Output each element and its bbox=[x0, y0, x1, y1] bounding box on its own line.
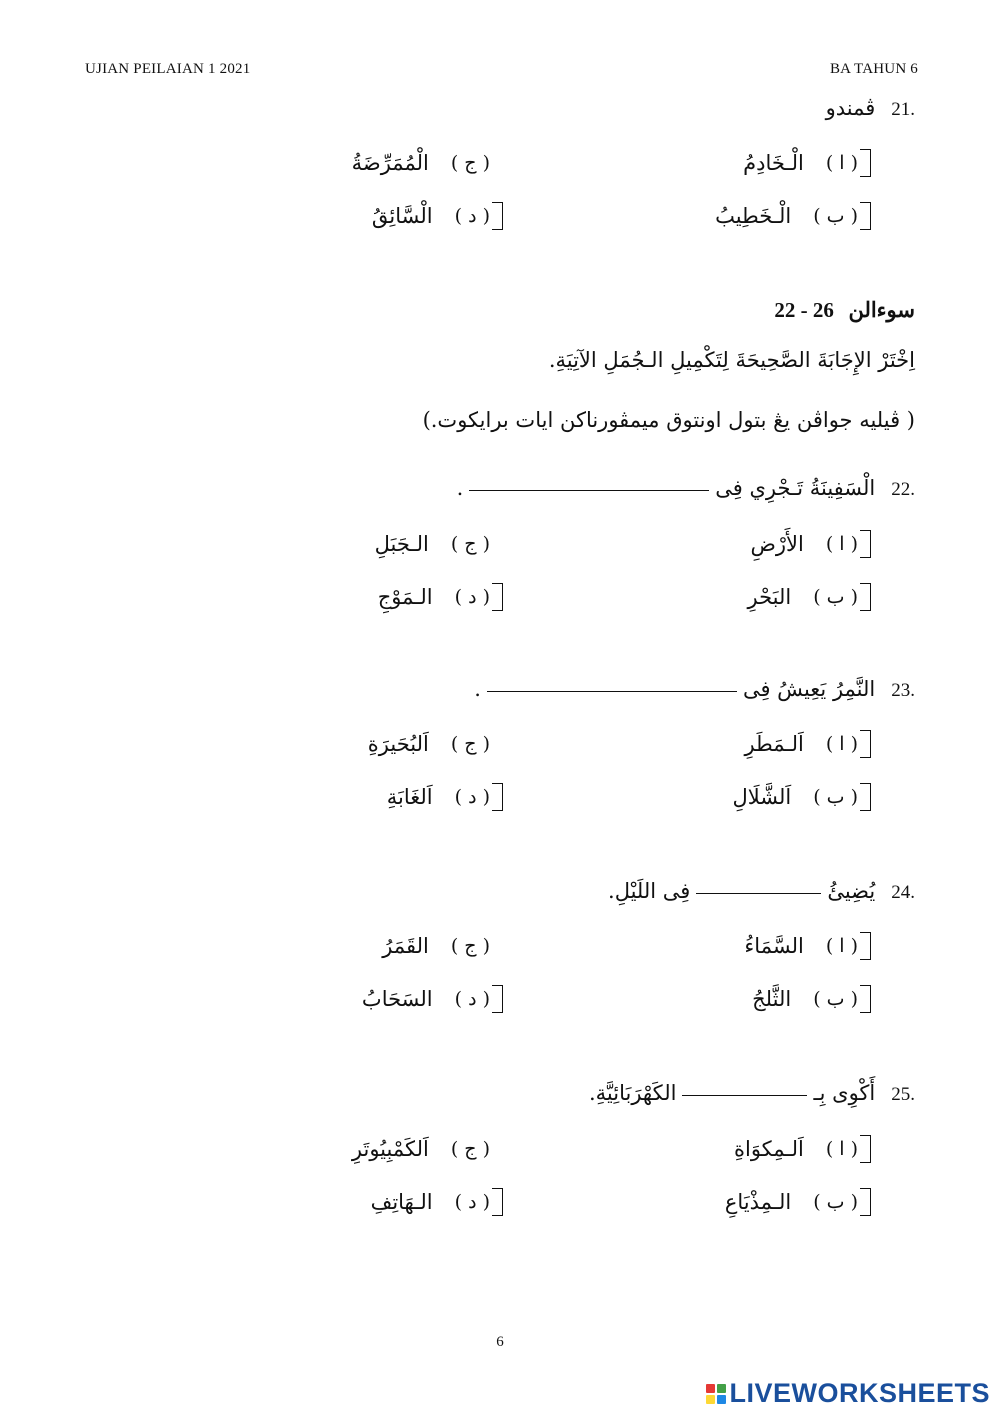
logo-text: LIVEWORKSHEETS bbox=[729, 1378, 990, 1408]
option-text: اَلبُحَيرَةِ bbox=[367, 732, 429, 756]
question-number: 25. bbox=[891, 1084, 915, 1105]
option-text: الْـخَطِيبُ bbox=[715, 204, 792, 228]
option-25-b[interactable] bbox=[725, 1188, 871, 1216]
option-24-d[interactable] bbox=[362, 985, 503, 1013]
answer-blank bbox=[682, 1094, 807, 1096]
answer-box[interactable] bbox=[860, 1188, 871, 1216]
question-text-before: أَكْوِى بِـ bbox=[813, 1081, 876, 1105]
instruction-jawi: ( ڤيليه جواڤن يڠ بتول اونتوق ميمڤورناكن ايات برايكوت.) bbox=[422, 408, 915, 432]
option-21-c[interactable] bbox=[352, 149, 503, 177]
answer-box[interactable] bbox=[492, 202, 503, 230]
option-24-c[interactable] bbox=[382, 932, 503, 960]
option-23-d[interactable] bbox=[387, 783, 503, 811]
logo-square bbox=[706, 1384, 715, 1393]
question-text-after: الكَهْرَبَائِيَّةِ. bbox=[588, 1081, 677, 1105]
question-23 bbox=[474, 677, 915, 702]
question-24 bbox=[608, 879, 915, 904]
header-right: BA TAHUN 6 bbox=[829, 61, 918, 77]
option-label: ( ج ) bbox=[450, 935, 490, 957]
question-text-before: النَّمِرُ يَعِيشُ فِى bbox=[742, 677, 876, 701]
option-label: ( د ) bbox=[454, 205, 490, 227]
question-text-before: الْسَفِينَةُ تَـجْرِي فِى bbox=[715, 476, 876, 500]
answer-box[interactable] bbox=[492, 1188, 503, 1216]
question-number: 24. bbox=[891, 882, 915, 903]
page-number: 6 bbox=[496, 1334, 504, 1350]
option-label: ( ج ) bbox=[450, 533, 490, 555]
option-label: ( د ) bbox=[454, 586, 490, 608]
question-text-after: فِى اللَيْلِ. bbox=[608, 879, 691, 903]
answer-box[interactable] bbox=[860, 730, 871, 758]
answer-box[interactable] bbox=[492, 583, 503, 611]
question-text: ڤمندو bbox=[825, 96, 876, 120]
liveworksheets-logo[interactable] bbox=[706, 1378, 990, 1409]
answer-box[interactable] bbox=[860, 1135, 871, 1163]
logo-icon bbox=[706, 1384, 726, 1404]
answer-box[interactable] bbox=[860, 783, 871, 811]
option-text: الْسَّائِقُ bbox=[371, 204, 433, 228]
option-text: البَحْرِ bbox=[747, 585, 792, 609]
answer-box[interactable] bbox=[860, 149, 871, 177]
question-25 bbox=[589, 1081, 915, 1106]
option-22-d[interactable] bbox=[378, 583, 503, 611]
question-22 bbox=[457, 476, 915, 501]
option-label: ( د ) bbox=[454, 1191, 490, 1213]
question-21 bbox=[826, 96, 915, 121]
option-text: الْـخَادِمُ bbox=[743, 151, 804, 175]
option-24-b[interactable] bbox=[752, 985, 871, 1013]
option-label: ( ا ) bbox=[825, 533, 858, 555]
option-24-a[interactable] bbox=[744, 932, 871, 960]
option-text: القَمَرُ bbox=[382, 934, 429, 958]
header-left: UJIAN PEILAIAN 1 2021 bbox=[85, 61, 251, 77]
option-21-d[interactable] bbox=[372, 202, 503, 230]
answer-box[interactable] bbox=[492, 783, 503, 811]
option-25-d[interactable] bbox=[371, 1188, 503, 1216]
section-title bbox=[774, 297, 915, 323]
section-range: 22 - 26 bbox=[774, 298, 834, 322]
option-25-c[interactable] bbox=[352, 1135, 503, 1163]
option-23-c[interactable] bbox=[368, 730, 503, 758]
option-text: الـمَوْجِ bbox=[377, 585, 433, 609]
option-text: السَحَابُ bbox=[361, 987, 433, 1011]
option-text: الـجَبَلِ bbox=[374, 532, 429, 556]
option-label: ( د ) bbox=[454, 988, 490, 1010]
option-text: الأَرْضِ bbox=[750, 532, 804, 556]
question-number: 22. bbox=[891, 479, 915, 500]
section-title-label: سوءالن bbox=[848, 297, 915, 322]
option-text: اَلـمَطَرِ bbox=[744, 732, 804, 756]
answer-box[interactable] bbox=[860, 985, 871, 1013]
option-label: ( ا ) bbox=[825, 1138, 858, 1160]
logo-square bbox=[706, 1395, 715, 1404]
option-21-a[interactable] bbox=[743, 149, 871, 177]
question-text-after: . bbox=[474, 677, 481, 701]
logo-square bbox=[717, 1384, 726, 1393]
option-label: ( ب ) bbox=[813, 786, 858, 808]
question-text-after: . bbox=[456, 476, 464, 500]
option-22-a[interactable] bbox=[750, 530, 871, 558]
answer-box[interactable] bbox=[492, 985, 503, 1013]
option-label: ( ب ) bbox=[813, 586, 858, 608]
option-22-c[interactable] bbox=[375, 530, 503, 558]
option-label: ( ب ) bbox=[813, 1191, 858, 1213]
option-text: الـمِذْيَاعِ bbox=[724, 1190, 792, 1214]
option-text: اَلشَّلَالِ bbox=[732, 785, 792, 809]
answer-blank bbox=[487, 690, 737, 692]
logo-square bbox=[717, 1395, 726, 1404]
answer-blank bbox=[696, 892, 821, 894]
option-21-b[interactable] bbox=[715, 202, 871, 230]
question-number: 23. bbox=[891, 680, 915, 701]
option-label: ( ا ) bbox=[825, 733, 858, 755]
answer-box[interactable] bbox=[860, 530, 871, 558]
option-23-b[interactable] bbox=[732, 783, 871, 811]
option-label: ( ج ) bbox=[450, 733, 490, 755]
option-text: اَلـمِكوَاةِ bbox=[734, 1137, 804, 1161]
question-text-before: يُضِيئُ bbox=[827, 879, 876, 903]
option-label: ( ا ) bbox=[825, 935, 858, 957]
answer-blank bbox=[469, 489, 709, 491]
option-text: الـهَاتِفِ bbox=[370, 1190, 433, 1214]
option-text: السَّمَاءُ bbox=[744, 934, 804, 958]
answer-box[interactable] bbox=[860, 583, 871, 611]
option-text: الْمُمَرِّضَةُ bbox=[351, 151, 429, 175]
option-label: ( ج ) bbox=[450, 1138, 490, 1160]
option-text: اَلغَابَةِ bbox=[386, 785, 433, 809]
option-label: ( ج ) bbox=[450, 152, 490, 174]
option-text: الثَّلجُ bbox=[752, 987, 792, 1011]
question-number: 21. bbox=[891, 99, 915, 120]
option-23-a[interactable] bbox=[744, 730, 871, 758]
option-22-b[interactable] bbox=[747, 583, 871, 611]
option-25-a[interactable] bbox=[734, 1135, 871, 1163]
instruction-arabic: اِخْتَرْ الإِجَابَةَ الصَّحِيحَةَ لِتَكْمِيلِ الـجُمَلِ الآتِيَةِ. bbox=[548, 348, 915, 372]
answer-box[interactable] bbox=[860, 932, 871, 960]
option-label: ( ب ) bbox=[813, 205, 858, 227]
option-label: ( ب ) bbox=[813, 988, 858, 1010]
option-label: ( ا ) bbox=[825, 152, 858, 174]
option-label: ( د ) bbox=[454, 786, 490, 808]
answer-box[interactable] bbox=[860, 202, 871, 230]
option-text: اَلكَمْبِيُوتَرِ bbox=[351, 1137, 429, 1161]
